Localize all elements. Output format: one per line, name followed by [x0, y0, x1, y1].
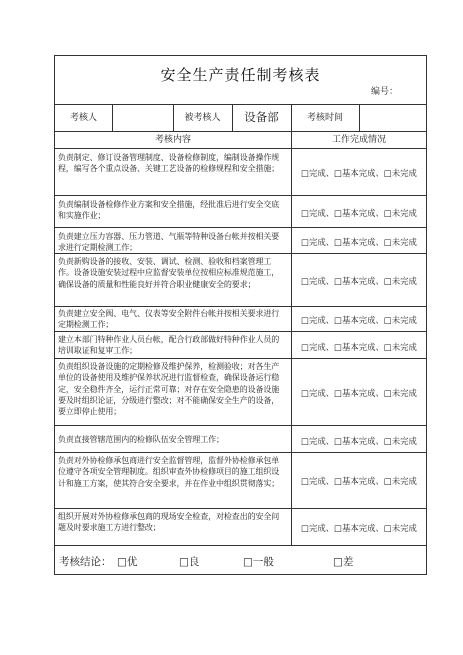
divider: [55, 131, 426, 132]
assessee-label: 被考核人: [184, 113, 221, 123]
department-value: 设备部: [244, 110, 279, 124]
assessment-conclusion: [59, 552, 424, 572]
list-item: 负责新购设备的接收、安装、调试、检测、验收和档案管理工作。设备设施安装过程中应监督安装单位按相应标准规范施工，确保设备的质量和性能良好并符合职业健康安全的要求；: [58, 257, 280, 289]
assessment-form: [54, 55, 427, 575]
divider: [55, 331, 426, 332]
completion-checkboxes[interactable]: □完成、□基本完成、□未完成: [301, 523, 417, 533]
list-item: 负责编制设备检修作业方案和安全措施，经批准后进行安全交底和实施作业；: [58, 200, 280, 221]
divider: [55, 227, 426, 228]
completion-checkboxes[interactable]: □完成、□基本完成、□未完成: [301, 276, 417, 286]
list-item: 组织开展对外协检修承包商的现场安全检查，对检查出的安全问题及时要求施工方进行整改；: [58, 512, 280, 533]
completion-checkboxes[interactable]: □完成、□基本完成、□未完成: [301, 168, 417, 178]
completion-checkboxes[interactable]: □完成、□基本完成、□未完成: [301, 237, 417, 247]
divider: [55, 358, 426, 359]
divider: [55, 148, 426, 149]
list-item: 负责直接管辖范围内的检修队伍安全管理工作；: [58, 435, 224, 444]
conclusion-option-excellent[interactable]: □优: [117, 556, 138, 568]
list-item: 负责建立安全阀、电气、仪表等安全附件台帐并按相关要求进行定期检测工作；: [58, 309, 280, 330]
divider: [55, 508, 426, 509]
conclusion-option-good[interactable]: □良: [179, 556, 200, 568]
assessment-time-label: 考核时间: [306, 113, 343, 123]
divider: [55, 306, 426, 307]
conclusion-option-average[interactable]: □一般: [243, 556, 274, 568]
divider: [55, 545, 426, 546]
completion-checkboxes[interactable]: □完成、□基本完成、□未完成: [301, 436, 417, 446]
content-column-header: 考核内容: [154, 135, 191, 145]
list-item: 负责建立压力容器、压力管道、气瓶等特种设备台帐并按相关要求进行定期检测工作；: [58, 232, 280, 253]
list-item: 建立本部门特种作业人员台帐，配合行政部做好特种作业人员的培训取证和复审工作；: [58, 335, 280, 356]
conclusion-option-poor[interactable]: □差: [333, 556, 354, 568]
list-item: 负责对外协检修承包商进行安全监督管理，监督外协检修承包单位遵守各项安全管理制度。组织审查外协检修项目的施工组织设计和施工方案，使其符合安全要求，并在作业中组织贯彻落实；: [58, 456, 280, 488]
assessment-time-field[interactable]: [360, 105, 426, 131]
completion-checkboxes[interactable]: □完成、□基本完成、□未完成: [301, 208, 417, 218]
assessor-field[interactable]: [113, 105, 172, 131]
completion-checkboxes[interactable]: □完成、□基本完成、□未完成: [301, 315, 417, 325]
divider: [55, 425, 426, 426]
list-item: 负责制定、修订设备管理制度、设备检修制度，编制设备操作规程，编写各个重点设备、关键工艺设备的检修规程和安全措施；: [58, 153, 280, 174]
completion-checkboxes[interactable]: □完成、□基本完成、□未完成: [301, 388, 417, 398]
completion-checkboxes[interactable]: □完成、□基本完成、□未完成: [301, 476, 417, 486]
serial-number-label: 编号：: [370, 87, 398, 97]
divider: [55, 195, 426, 196]
list-item: 负责组织设备设施的定期检修及维护保养，检测验收；对各生产单位的设备使用及维护保养状况进行监督检查，确保设备运行稳定，安全稳件齐全，运行正常可靠；对存在安全隐患的设备设施要及时组织论证，分级进行整改；对不能确保安全生产的设备，要立即停止使用；: [58, 362, 280, 417]
divider: [291, 131, 292, 545]
form-title: 安全生产责任制考核表: [160, 66, 321, 84]
conclusion-label: 考核结论：: [59, 556, 112, 568]
completion-checkboxes[interactable]: □完成、□基本完成、□未完成: [301, 342, 417, 352]
assessor-label: 考核人: [69, 113, 97, 123]
status-column-header: 工作完成情况: [331, 135, 386, 145]
divider: [55, 452, 426, 453]
